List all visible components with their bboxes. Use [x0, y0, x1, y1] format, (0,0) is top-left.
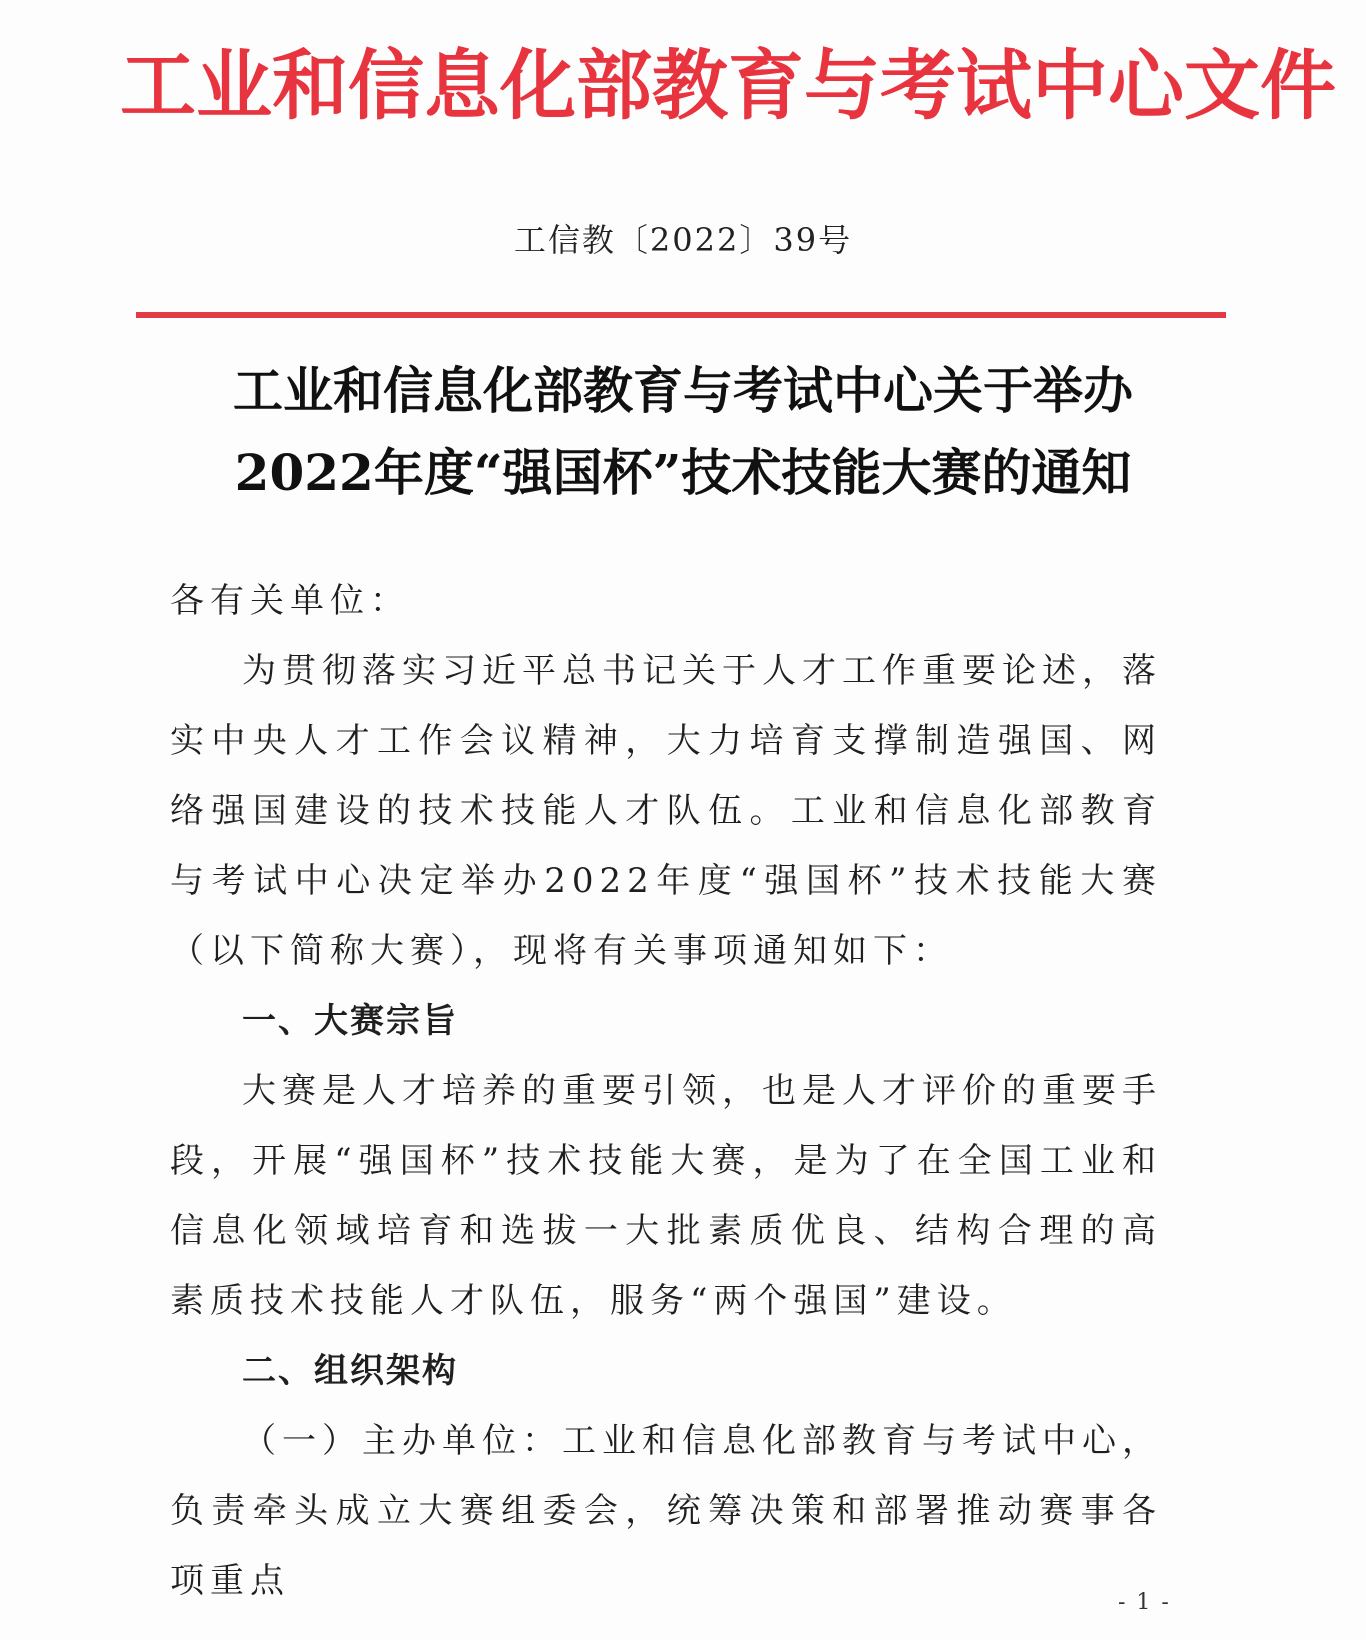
- salutation: 各有关单位：: [170, 581, 410, 621]
- red-separator-line: [136, 312, 1226, 318]
- document-body: [170, 566, 1162, 1616]
- notice-title-line-2: 2022年度“强国杯”技术技能大赛的通知: [234, 443, 1132, 502]
- document-number: 工信教〔2022〕39号: [513, 221, 853, 259]
- page-number: - 1 -: [1118, 1590, 1171, 1615]
- section-2-paragraph: （一）主办单位：工业和信息化部教育与考试中心，负责牵头成立大赛组委会，统筹决策和部署推动赛事各项重点: [170, 1421, 1162, 1601]
- masthead-title: 工业和信息化部教育与考试中心文件: [120, 41, 1336, 130]
- section-1-paragraph: 大赛是人才培养的重要引领，也是人才评价的重要手段，开展“强国杯”技术技能大赛，是为了在全国工业和信息化领域培育和选拔一大批素质优良、结构合理的高素质技术技能人才队伍，服务“两个强国”建设。: [170, 1071, 1162, 1321]
- notice-title: [120, 350, 1246, 514]
- section-1-heading: 一、大赛宗旨: [242, 1001, 458, 1041]
- section-2-heading: 二、组织架构: [242, 1351, 458, 1391]
- notice-title-line-1: 工业和信息化部教育与考试中心关于举办: [233, 361, 1133, 420]
- intro-paragraph: 为贯彻落实习近平总书记关于人才工作重要论述，落实中央人才工作会议精神，大力培育支撑制造强国、网络强国建设的技术技能人才队伍。工业和信息化部教育与考试中心决定举办2022年度“强国杯”技术技能大赛（以下简称大赛），现将有关事项通知如下：: [170, 651, 1162, 971]
